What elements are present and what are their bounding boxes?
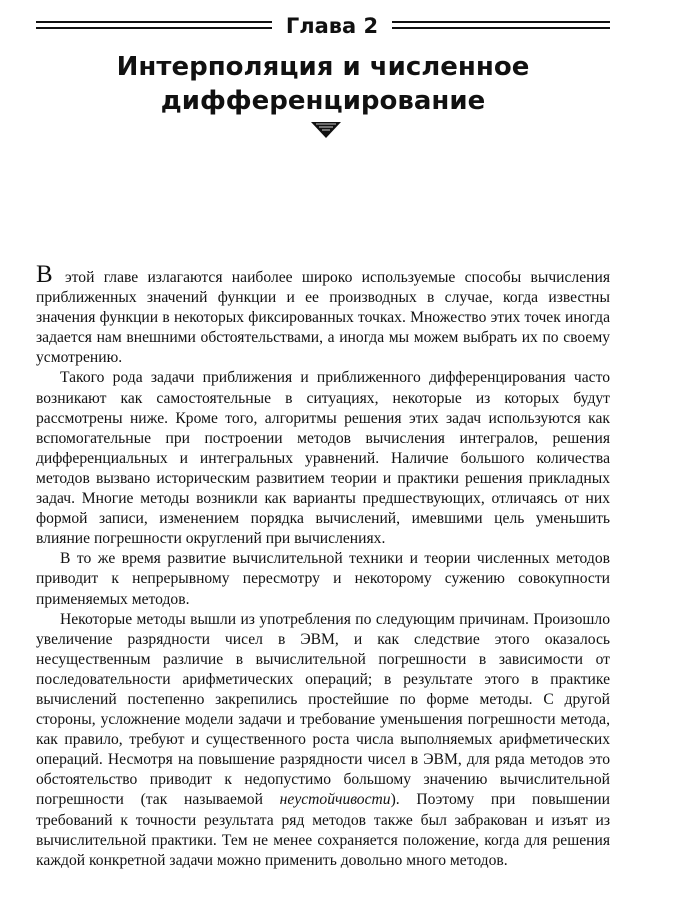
paragraph-1-text: этой главе излагаются наиболее широко используемые способы вычисления приближенных значений функции и ее производных в случае, когда известны значения функции в некоторых фиксированных точках. Множество этих точек иногда задается нам внешними обстоятельствами, а иногда мы можем выбрать их по своему усмотрению.	[36, 269, 610, 367]
header-rule-left	[36, 21, 272, 29]
paragraph-2: Такого рода задачи приближения и приближенного дифференцирования часто возникают как самостоятельные в ситуациях, некоторые из которых будут рассмотрены ниже. Кроме того, алгоритмы решения этих задач используются как вспомогательные при построении методов вычисления интегралов, решения дифференциальных и интегральных уравнений. Наличие большого количества методов вызвано историческим развитием теории и практики решения прикладных задач. Многие методы возникли как варианты предшествующих, отличаясь от них формой записи, изменением порядка вычислений, имевшими цель уменьшить влияние погрешности округлений при вычислениях.	[36, 369, 610, 548]
paragraph-4	[36, 610, 610, 871]
body-text	[36, 261, 610, 871]
chapter-title-line-2: дифференцирование	[160, 86, 486, 116]
chapter-title-line-1: Интерполяция и численное	[116, 52, 530, 82]
paragraph-1	[36, 261, 610, 368]
paragraph-4-text-start: Некоторые методы вышли из употребления по следующим причинам. Произошло увеличение разрядности чисел в ЭВМ, и как следствие этого оказалось несущественным различие в вычислительной погрешности в зависимости от последовательности арифметических операций; в результате этого в практике вычислений постепенно закрепились простейшие по форме методы. С другой стороны, усложнение модели задачи и требование уменьшения погрешности метода, как правило, требуют и существенного роста числа выполняемых арифметических операций. Несмотря на повышение разрядности чисел в ЭВМ, для ряда методов это обстоятельство приводит к недопустимо большому значению вычислительной погрешности (так называемой	[36, 610, 610, 809]
drop-cap: В	[36, 261, 53, 288]
chapter-label: Глава 2	[285, 14, 379, 38]
paragraph-4-text-end: ). Поэтому при повышении требований к точности результата ряд методов также был забракован и изъят из вычислительной практики. Тем не менее сохраняется положение, когда для решения каждой конкретной задачи можно применить довольно много методов.	[36, 791, 610, 869]
header-rule-right	[392, 21, 610, 29]
chapter-title	[36, 50, 610, 118]
term-italic: неустойчивости	[279, 791, 391, 809]
paragraph-3: В то же время развитие вычислительной техники и теории численных методов приводит к непрерывному пересмотру и некоторому сужению совокупности применяемых методов.	[36, 550, 610, 608]
triangle-ornament-icon	[310, 121, 342, 139]
chapter-header	[36, 14, 610, 38]
